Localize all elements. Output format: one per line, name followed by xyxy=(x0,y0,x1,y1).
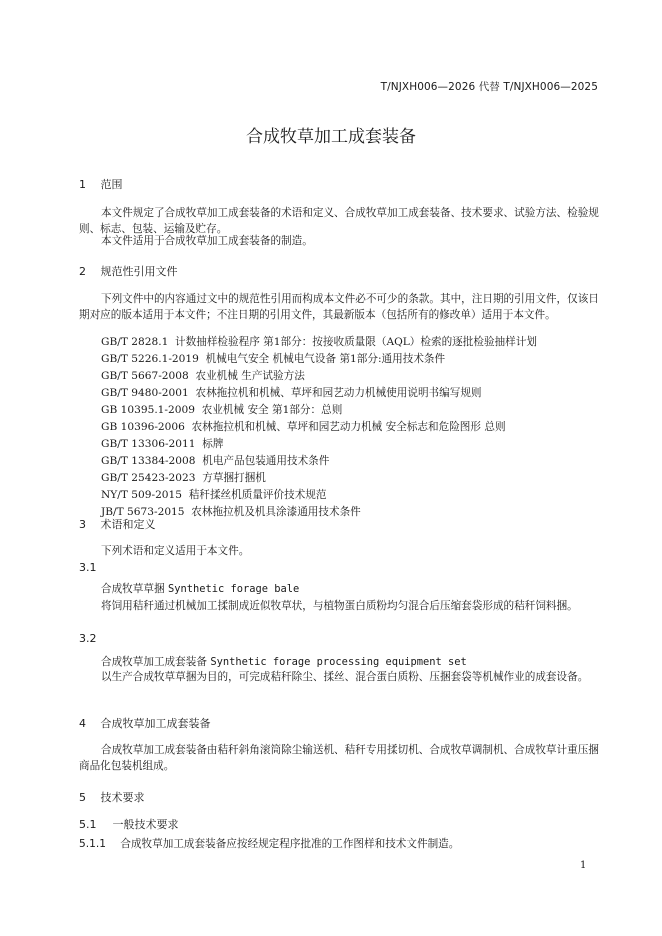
term-number: 3.1 xyxy=(79,561,97,574)
reference-item: GB/T 9480-2001 农林拖拉机和机械、草坪和园艺动力机械使用说明书编写规则 xyxy=(101,387,482,399)
section-2-heading xyxy=(79,263,178,279)
term-heading xyxy=(101,581,299,596)
equipment-paragraph: 合成牧草加工成套装备由秸秆斜角滚筒除尘输送机、秸秆专用揉切机、合成牧草调制机、合成牧草计重压捆商品化包装机组成。 xyxy=(79,744,599,772)
term-english: Synthetic forage bale xyxy=(167,583,300,595)
clause-5-1-1 xyxy=(79,836,599,852)
section-number: 1 xyxy=(79,178,86,191)
term-heading xyxy=(101,654,467,669)
term-definition: 以生产合成牧草草捆为目的，可完成秸秆除尘、揉丝、混合蛋白质粉、压捆套袋等机械作业的成套设备。 xyxy=(101,671,589,683)
clause-text: 合成牧草加工成套装备应按经规定程序批准的工作图样和技术文件制造。 xyxy=(120,838,460,850)
section-title: 术语和定义 xyxy=(100,518,156,531)
reference-item: GB/T 25423-2023 方草捆打捆机 xyxy=(101,472,266,484)
section-3-heading xyxy=(79,516,156,532)
term-number: 3.2 xyxy=(79,632,97,645)
scope-paragraph-2: 本文件适用于合成牧草加工成套装备的制造。 xyxy=(101,235,313,247)
term-english: Synthetic forage processing equipment set xyxy=(210,656,467,668)
section-title: 范围 xyxy=(100,178,123,191)
reference-item: GB 10395.1-2009 农业机械 安全 第1部分：总则 xyxy=(101,404,343,416)
clause-number: 5.1.1 xyxy=(79,838,106,850)
references-intro: 下列文件中的内容通过文中的规范性引用而构成本文件必不可少的条款。其中，注日期的引用文件，仅该日期对应的版本适用于本文件；不注日期的引用文件，其最新版本（包括所有的修改单）适用于本文件。 xyxy=(79,293,599,321)
term-definition: 将饲用秸秆通过机械加工揉制成近似牧草状，与植物蛋白质粉均匀混合后压缩套袋形成的秸秆饲料捆。 xyxy=(101,600,578,612)
reference-item: GB/T 5667-2008 农业机械 生产试验方法 xyxy=(101,370,305,382)
section-number: 2 xyxy=(79,265,86,278)
section-title: 规范性引用文件 xyxy=(100,265,178,278)
document-title: 合成牧草加工成套装备 xyxy=(246,127,416,147)
terms-intro: 下列术语和定义适用于本文件。 xyxy=(101,545,250,557)
reference-item: GB/T 5226.1-2019 机械电气安全 机械电气设备 第1部分:通用技术条件 xyxy=(101,353,446,365)
reference-item: JB/T 5673-2015 农林拖拉机及机具涂漆通用技术条件 xyxy=(101,506,361,518)
subsection-number: 5.1 xyxy=(79,818,97,831)
reference-item: GB 10396-2006 农林拖拉机和机械、草坪和园艺动力机械 安全标志和危险图形 总则 xyxy=(101,421,506,433)
section-number: 4 xyxy=(79,717,86,730)
term-chinese: 合成牧草加工成套装备 xyxy=(101,656,207,668)
scope-paragraph-1: 本文件规定了合成牧草加工成套装备的术语和定义、合成牧草加工成套装备、技术要求、试验方法、检验规则、标志、包装、运输及贮存。 xyxy=(79,207,599,235)
section-4-heading xyxy=(79,715,211,731)
standard-code: T/NJXH006—2026 代替 T/NJXH006—2025 xyxy=(380,81,598,93)
term-chinese: 合成牧草草捆 xyxy=(101,583,165,595)
section-5-heading xyxy=(79,789,145,805)
subsection-title: 一般技术要求 xyxy=(112,818,179,831)
reference-item: GB/T 2828.1 计数抽样检验程序 第1部分：按接收质量限（AQL）检索的逐批检验抽样计划 xyxy=(101,336,537,348)
section-title: 技术要求 xyxy=(100,791,145,804)
section-title: 合成牧草加工成套装备 xyxy=(100,717,211,730)
page-number: 1 xyxy=(580,860,587,871)
reference-item: GB/T 13384-2008 机电产品包装通用技术条件 xyxy=(101,455,330,467)
section-number: 5 xyxy=(79,791,86,804)
reference-item: NY/T 509-2015 秸秆揉丝机质量评价技术规范 xyxy=(101,489,327,501)
subsection-5-1-heading xyxy=(79,816,179,832)
section-number: 3 xyxy=(79,518,86,531)
reference-item: GB/T 13306-2011 标牌 xyxy=(101,438,224,450)
section-1-heading xyxy=(79,176,123,192)
